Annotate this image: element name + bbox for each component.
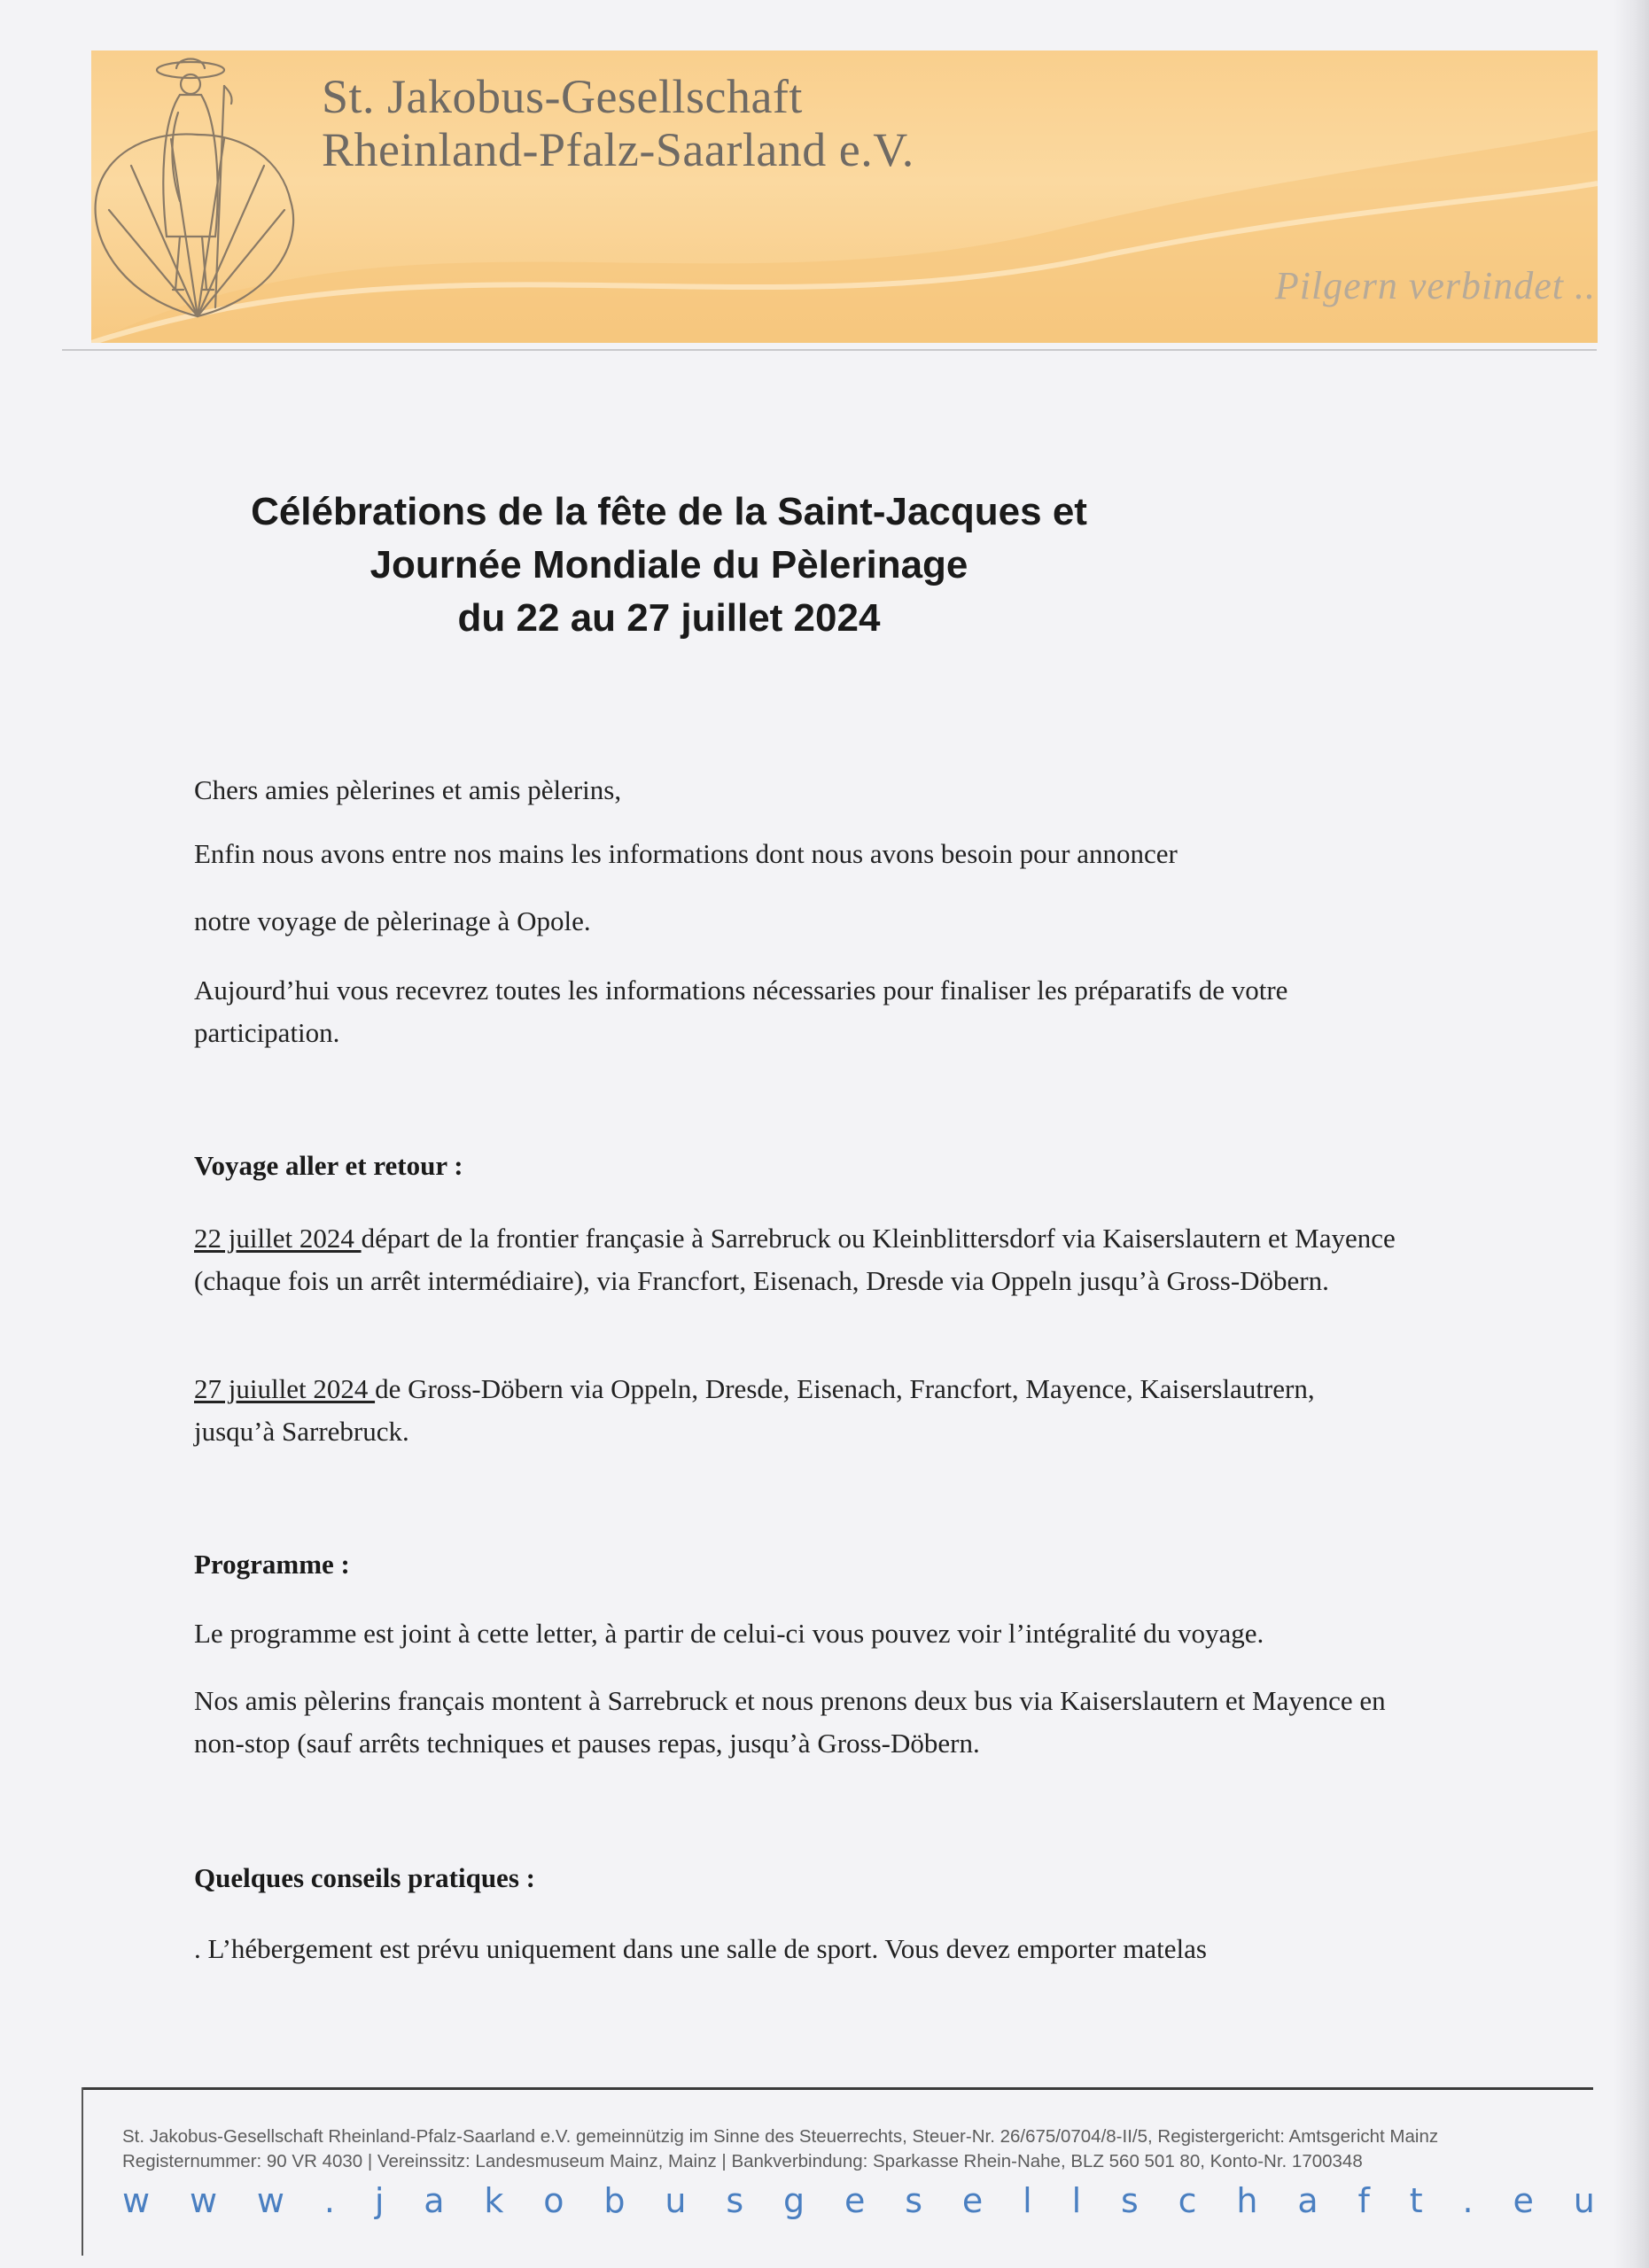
footer-website-char: . xyxy=(1462,2181,1474,2220)
footer-website-char: u xyxy=(1573,2181,1595,2220)
pilgrim-with-scallop-shell-icon xyxy=(91,50,295,343)
outbound-date: 22 juillet 2024 xyxy=(194,1223,362,1254)
footer-website-char: g xyxy=(782,2181,805,2220)
intro-paragraph-line1: Enfin nous avons entre nos mains les informations dont nous avons besoin pour annoncer xyxy=(194,838,1178,869)
footer-website-char: e xyxy=(1513,2181,1534,2220)
programme-section-title: Programme : xyxy=(194,1549,350,1580)
organization-name-line2: Rheinland-Pfalz-Saarland e.V. xyxy=(322,123,914,176)
footer-website-char: a xyxy=(424,2181,445,2220)
footer-website-char: o xyxy=(543,2181,564,2220)
footer-website-char: w xyxy=(256,2181,284,2220)
conseils-paragraph-1: . L’hébergement est prévu uniquement dans une salle de sport. Vous devez emporter matelas xyxy=(194,1933,1207,1964)
voyage-outbound xyxy=(194,1217,1435,1302)
footer-website-char: w xyxy=(122,2181,151,2220)
page-title xyxy=(177,485,1161,645)
footer-website[interactable] xyxy=(122,2181,1595,2220)
letterhead-divider xyxy=(62,349,1597,351)
footer-website-char: k xyxy=(484,2181,504,2220)
programme-paragraph-1: Le programme est joint à cette letter, à partir de celui-ci vous pouvez voir l’intégralité du voyage. xyxy=(194,1618,1264,1649)
footer-website-char: l xyxy=(1023,2181,1032,2220)
voyage-section-title: Voyage aller et retour : xyxy=(194,1150,463,1181)
greeting: Chers amies pèlerines et amis pèlerins, xyxy=(194,774,622,805)
organization-name-line1: St. Jakobus-Gesellschaft xyxy=(322,70,803,123)
page-title-line2: Journée Mondiale du Pèlerinage xyxy=(369,543,968,586)
footer-website-char: b xyxy=(603,2181,626,2220)
tagline: Pilgern verbindet .. xyxy=(1274,264,1596,307)
footer-legal-line2: Registernummer: 90 VR 4030 | Vereinssitz: Landesmuseum Mainz, Mainz | Bankverbindung: Sparkasse Rhein-Nahe, BLZ 560 501 80, Konto-Nr. 1700348 xyxy=(122,2151,1363,2171)
footer-website-char: e xyxy=(844,2181,866,2220)
footer-website-char: f xyxy=(1357,2181,1370,2220)
footer-website-char: s xyxy=(726,2181,744,2220)
footer-legal-line1: St. Jakobus-Gesellschaft Rheinland-Pfalz-Saarland e.V. gemeinnützig im Sinne des Steuerrechts, Steuer-Nr. 26/675/0704/8-II/5, Registergericht: Amtsgericht Mainz xyxy=(122,2126,1439,2147)
footer-website-char: s xyxy=(1120,2181,1139,2220)
outbound-text: départ de la frontier françasie à Sarrebruck ou Kleinblittersdorf via Kaiserslautern et Mayence (chaque fois un arrêt intermédiaire), via Francfort, Eisenach, Dresde via Oppeln jusqu’à Gross-Döbern. xyxy=(194,1223,1396,1296)
intro-paragraph-line2: notre voyage de pèlerinage à Opole. xyxy=(194,905,591,936)
footer-website-char: s xyxy=(905,2181,923,2220)
letterhead-banner xyxy=(91,50,1598,343)
footer-website-char: h xyxy=(1236,2181,1258,2220)
footer-website-char: j xyxy=(374,2181,385,2220)
footer-frame-left xyxy=(82,2087,83,2256)
footer-divider xyxy=(82,2087,1593,2090)
page-title-line3: du 22 au 27 juillet 2024 xyxy=(457,596,881,640)
intro-paragraph-2: Aujourd’hui vous recevrez toutes les informations nécessaries pour finaliser les préparatifs de votre participation. xyxy=(194,975,1288,1048)
programme-paragraph-2: Nos amis pèlerins français montent à Sarrebruck et nous prenons deux bus via Kaiserslautern et Mayence en non-stop (sauf arrêts techniques et pauses repas, jusqu’à Gross-Döbern. xyxy=(194,1685,1386,1759)
voyage-return xyxy=(194,1368,1319,1453)
page-edge-shadow xyxy=(1614,0,1649,2268)
footer-website-char: u xyxy=(665,2181,687,2220)
page-title-line1: Célébrations de la fête de la Saint-Jacques et xyxy=(251,490,1087,533)
footer-website-char: c xyxy=(1178,2181,1197,2220)
return-text: de Gross-Döbern via Oppeln, Dresde, Eisenach, Francfort, Mayence, Kaiserslautrern, jusqu’à Sarrebruck. xyxy=(194,1373,1315,1447)
footer-website-char: l xyxy=(1071,2181,1082,2220)
return-date: 27 juiullet 2024 xyxy=(194,1373,376,1404)
organization-name xyxy=(322,70,914,176)
footer-website-char: w xyxy=(189,2181,218,2220)
footer-website-char: . xyxy=(323,2181,335,2220)
footer-website-char: a xyxy=(1297,2181,1318,2220)
footer-website-char: e xyxy=(961,2181,984,2220)
conseils-section-title: Quelques conseils pratiques : xyxy=(194,1862,535,1893)
footer-website-char: t xyxy=(1409,2181,1423,2220)
